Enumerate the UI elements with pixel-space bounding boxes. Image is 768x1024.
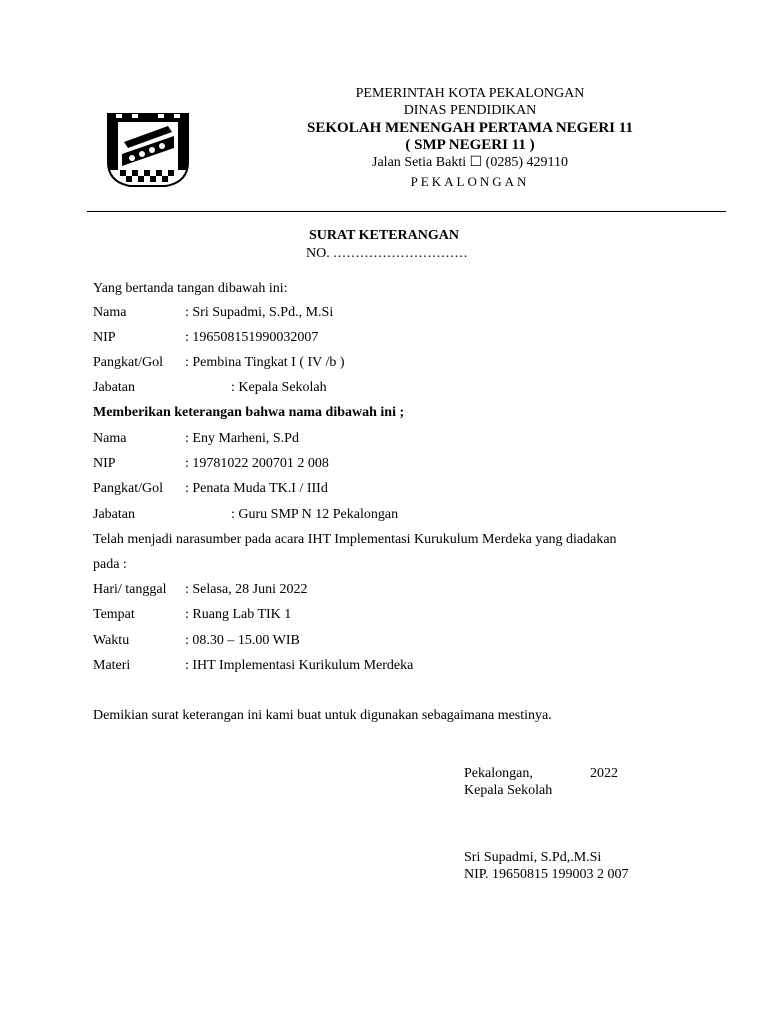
signer-name-value: : Sri Supadmi, S.Pd., M.Si (185, 305, 334, 320)
subject-position-label: Jabatan (93, 507, 135, 522)
event-date-label: Hari/ tanggal (93, 582, 167, 597)
event-date-value: : Selasa, 28 Juni 2022 (185, 582, 308, 597)
signer-position-label: Jabatan (93, 380, 135, 395)
signer-rank-value: : Pembina Tingkat I ( IV /b ) (185, 355, 345, 370)
event-place-label: Tempat (93, 607, 135, 622)
intro-text: Yang bertanda tangan dibawah ini: (93, 281, 288, 296)
event-time-label: Waktu (93, 633, 130, 648)
header-line-school-abbr: ( SMP NEGERI 11 ) (405, 137, 535, 153)
signature-nip: NIP. 19650815 199003 2 007 (464, 867, 629, 882)
event-material-value: : IHT Implementasi Kurikulum Merdeka (185, 658, 414, 673)
document-number-label: NO. (306, 246, 330, 261)
subject-rank-value: : Penata Muda TK.I / IIId (185, 481, 328, 496)
subject-name-label: Nama (93, 431, 127, 446)
event-place-value: : Ruang Lab TIK 1 (185, 607, 292, 622)
document-title: SURAT KETERANGAN (308, 228, 459, 243)
statement-text: Memberikan keterangan bahwa nama dibawah ini ; (93, 405, 405, 420)
signer-position-value: : Kepala Sekolah (231, 380, 327, 395)
signer-nip-label: NIP (93, 330, 116, 345)
event-time-value: : 08.30 – 15.00 WIB (185, 633, 300, 648)
subject-rank-label: Pangkat/Gol (93, 481, 163, 496)
subject-name-value: : Eny Marheni, S.Pd (185, 431, 299, 446)
subject-nip-value: : 19781022 200701 2 008 (185, 456, 329, 471)
signature-year: 2022 (590, 766, 618, 781)
subject-nip-label: NIP (93, 456, 116, 471)
body-text-line-2: pada : (93, 557, 127, 572)
header-line-government: PEMERINTAH KOTA PEKALONGAN (355, 86, 585, 101)
signature-name: Sri Supadmi, S.Pd,.M.Si (464, 850, 602, 865)
header-line-school: SEKOLAH MENENGAH PERTAMA NEGERI 11 (307, 120, 633, 136)
signature-place: Pekalongan, (464, 766, 533, 781)
header-line-department: DINAS PENDIDIKAN (403, 103, 537, 118)
signature-role: Kepala Sekolah (464, 783, 553, 798)
signer-rank-label: Pangkat/Gol (93, 355, 163, 370)
document-number (306, 246, 468, 262)
signer-nip-value: : 196508151990032007 (185, 330, 319, 345)
document-number-dots: .............................. (333, 246, 469, 261)
subject-position-value: : Guru SMP N 12 Pekalongan (231, 507, 399, 522)
closing-text: Demikian surat keterangan ini kami buat untuk digunakan sebagaimana mestinya. (93, 708, 552, 723)
event-material-label: Materi (93, 658, 131, 673)
header-line-address: Jalan Setia Bakti ☐ (0285) 429110 (372, 155, 568, 170)
header-divider (87, 211, 726, 212)
signer-name-label: Nama (93, 305, 127, 320)
header-line-city: PEKALONGAN (410, 174, 530, 189)
body-text-line-1: Telah menjadi narasumber pada acara IHT Implementasi Kurukulum Merdeka yang diadakan (93, 532, 617, 547)
